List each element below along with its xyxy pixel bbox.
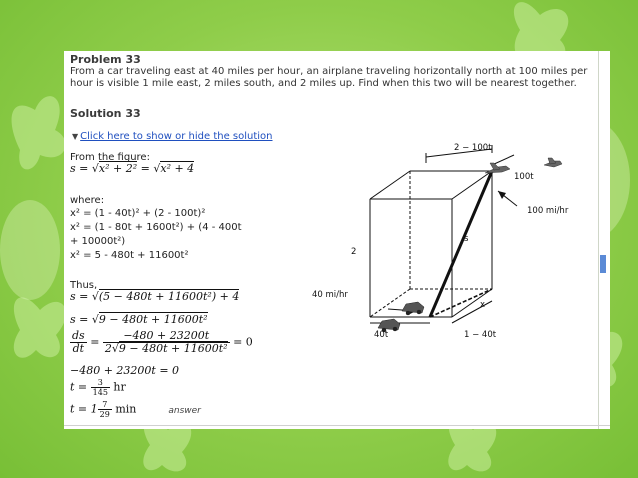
- label-1-minus-40t: 1 − 40t: [464, 330, 497, 340]
- equation-x2-b: x² = (1 - 80t + 1600t²) + (4 - 400t: [70, 222, 242, 233]
- light-blob: [0, 200, 60, 300]
- butterfly-decoration: [12, 96, 66, 169]
- equation-thus-1: s = √(5 − 480t + 11600t²) + 4: [70, 290, 240, 303]
- airplane-icon: [485, 158, 562, 173]
- dimension-line-100t: [492, 155, 514, 165]
- label-height-2: 2: [351, 247, 357, 257]
- label-2-minus-100t: 2 − 100t: [454, 143, 492, 153]
- hidden-edge: [370, 289, 410, 317]
- side-scroll-tab[interactable]: [600, 255, 606, 273]
- solution-toggle[interactable]: [72, 131, 273, 142]
- panel-border-right: [598, 51, 599, 429]
- equation-x2-c: + 10000t²): [70, 236, 126, 247]
- box-edge: [370, 171, 410, 199]
- butterfly-decoration: [14, 297, 66, 357]
- equation-s: s = √x² + 2² = √x² + 4: [70, 162, 195, 175]
- label-40mph: 40 mi/hr: [312, 290, 348, 300]
- from-figure-label: From the figure:: [70, 152, 150, 163]
- triangle-down-icon: ▼: [72, 132, 79, 141]
- equation-derivative: $\frac{ds}{dt}$ = $\frac{-480 + 23200t}{\text{2√9 − 480t + 11600t²}}$ = 0: [72, 329, 253, 355]
- answer-label: answer: [168, 405, 201, 416]
- problem-heading: Problem 33: [70, 53, 141, 66]
- equation-t-hours: t = $\frac{3}{145}$ hr: [70, 378, 126, 397]
- toggle-solution-link[interactable]: Click here to show or hide the solution: [80, 131, 273, 142]
- label-100mph: 100 mi/hr: [527, 206, 569, 216]
- problem-figure: [302, 141, 602, 340]
- label-x: x: [480, 300, 486, 310]
- equation-x2-d: x² = 5 - 480t + 11600t²: [70, 250, 189, 261]
- box-edge: [452, 289, 492, 317]
- arrowhead: [498, 191, 506, 199]
- content-panel: [64, 51, 610, 429]
- thus-label: Thus,: [70, 280, 98, 291]
- equation-thus-2: s = √9 − 480t + 11600t²: [70, 313, 208, 326]
- panel-border-bottom: [64, 425, 610, 426]
- label-100t: 100t: [514, 172, 534, 182]
- equation-t-minutes: t = 1 $\frac{7}{29}$ min answer: [70, 400, 201, 419]
- equation-zero: −480 + 23200t = 0: [70, 364, 180, 377]
- problem-statement: From a car traveling east at 40 miles per hour, an airplane traveling horizontally north at 100 miles per hour is visible 1 mile east, 2 miles south, and 2 miles up. Find when this two will be nearest together.: [70, 66, 588, 89]
- label-40t: 40t: [374, 330, 389, 340]
- solution-heading: Solution 33: [70, 107, 141, 120]
- where-label: where:: [70, 195, 105, 206]
- equation-x2-a: x² = (1 - 40t)² + (2 - 100t)²: [70, 208, 206, 219]
- label-s: s: [464, 234, 469, 244]
